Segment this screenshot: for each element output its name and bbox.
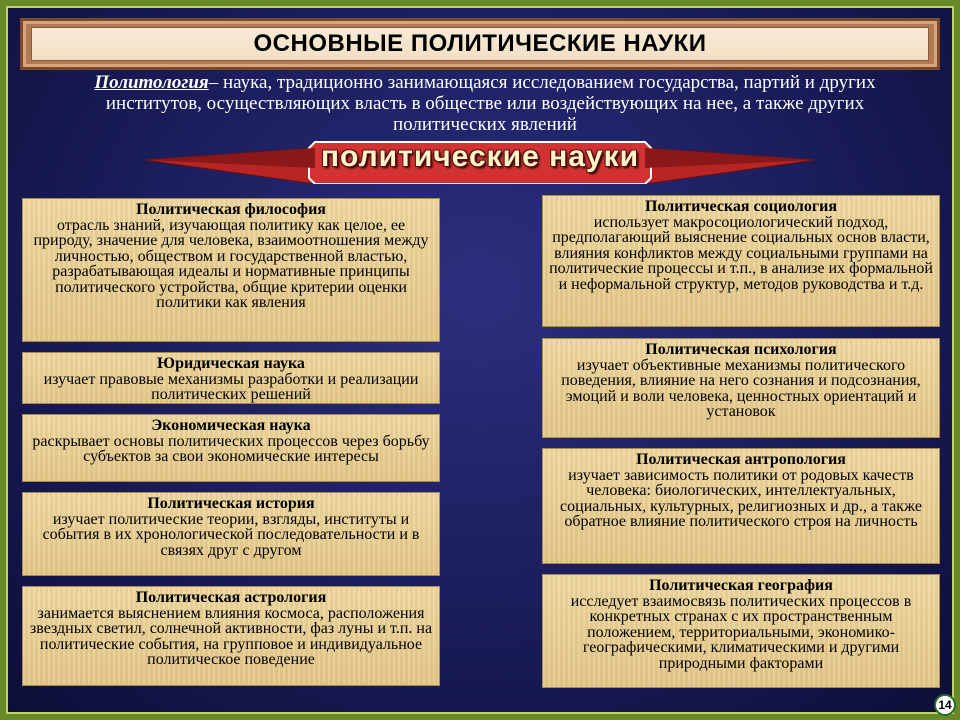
box-heading: Политическая история: [147, 495, 315, 512]
title-bar: [20, 18, 940, 70]
box-heading: Экономическая наука: [151, 417, 311, 434]
box-text: занимается выяснением влияния космоса, расположения звездных светил, солнечной активности, фаз луны и т.п. на политические события, на групповое и индивидуальное политическое поведение: [29, 604, 433, 668]
box-text: изучает политические теории, взгляды, институты и события в их хронологической последовательности и в связях друг с другом: [42, 510, 420, 559]
box-legal-science: [22, 352, 440, 404]
box-heading: Политическая психология: [645, 341, 837, 358]
page-number: 14: [938, 698, 952, 712]
box-text: изучает зависимость политики от родовых качеств человека: биологических, интеллектуальных, социальных, культурных, религиозных и др., а также обратное влияние политического строя на личность: [560, 466, 922, 530]
box-political-history: [22, 492, 440, 576]
box-heading: Политическая астрология: [135, 589, 327, 606]
box-political-sociology: [542, 195, 940, 327]
intro-paragraph: [60, 72, 910, 135]
box-political-astrology: [22, 586, 440, 686]
box-political-psychology: [542, 338, 940, 438]
box-political-anthropology: [542, 448, 940, 564]
box-text: изучает объективные механизмы политического поведения, влияние на него сознания и подсознания, эмоций и воли человека, ценностных ориентаций и установок: [561, 356, 921, 420]
box-heading: Политическая философия: [136, 201, 326, 218]
box-text: раскрывает основы политических процессов через борьбу субъектов за свои экономические интересы: [32, 432, 430, 465]
title-panel: [31, 27, 929, 61]
intro-text: – наука, традиционно занимающаяся исследованием государства, партий и других институтов, осуществляющих власть в обществе или воздействующих на нее, а также других политических явлений: [105, 72, 876, 135]
box-heading: Политическая география: [649, 577, 833, 594]
box-heading: Политическая антропология: [636, 451, 846, 468]
intro-term: Политология: [94, 72, 209, 93]
page-number-badge: [934, 694, 956, 716]
box-text: исследует взаимосвязь политических процессов в конкретных странах с их пространственным положением, территориальными, экономико-географическими, климатическими и другими природными факторами: [570, 592, 912, 672]
box-text: изучает правовые механизмы разработки и реализации политических решений: [43, 370, 419, 403]
box-political-geography: [542, 574, 940, 688]
box-heading: Политическая социология: [644, 198, 837, 215]
box-heading: Юридическая наука: [157, 355, 305, 372]
box-text: отрасль знаний, изучающая политику как целое, ее природу, значение для человека, взаимоотношения между личностью, обществом и государственной властью, разрабатывающая идеалы и нормативные принципы политического устройства, общие критерии оценки политики как явления: [33, 216, 429, 311]
section-banner: [145, 138, 815, 184]
banner-label: политические науки: [320, 140, 640, 173]
box-political-philosophy: [22, 198, 440, 342]
box-economic-science: [22, 414, 440, 482]
page-title: ОСНОВНЫЕ ПОЛИТИЧЕСКИЕ НАУКИ: [253, 30, 707, 57]
box-text: использует макросоциологический подход, предполагающий выяснение социальных основ власти, влияния конфликтов между социальными группами на политические процессы и т.п., в анализе их формальной и неформальной структур, методов руководства и т.д.: [549, 213, 933, 293]
